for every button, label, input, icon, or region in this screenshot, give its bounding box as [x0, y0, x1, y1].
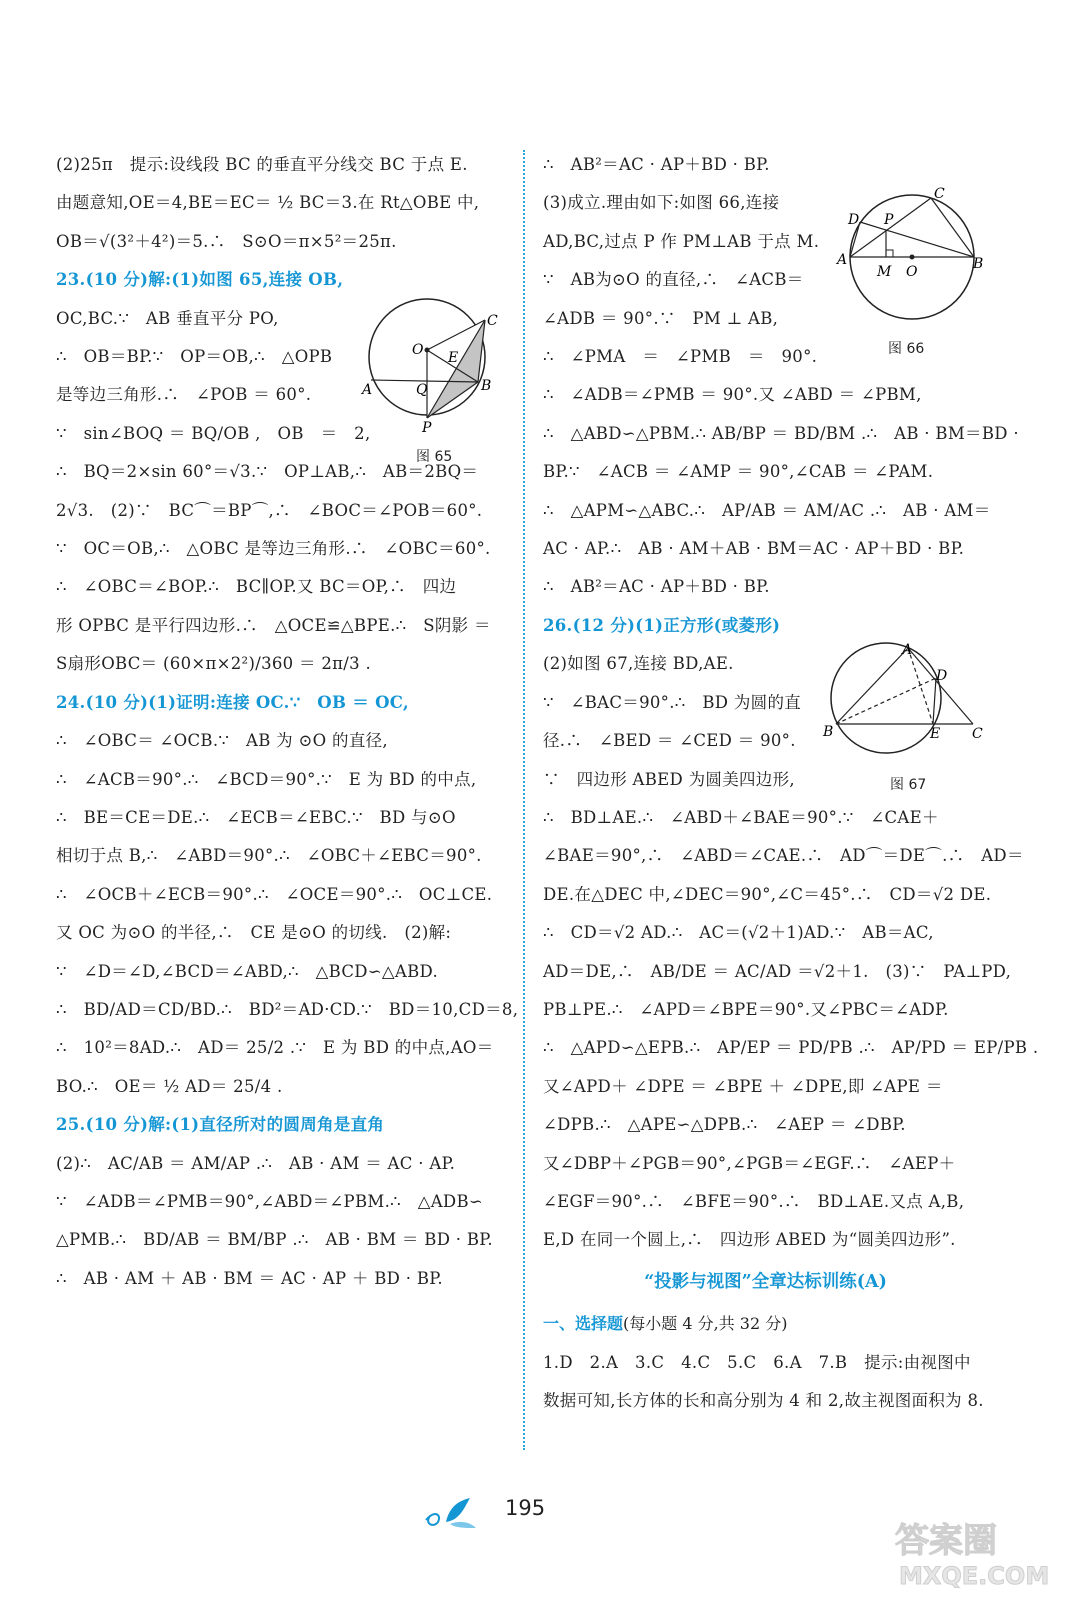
text-line: DE.在△DEC 中,∠DEC＝90°,∠C＝45°.∴ CD＝√2 DE. — [543, 884, 992, 904]
text-line: OC,BC.∵ AB 垂直平分 PO, — [56, 308, 279, 328]
text-line: ∴ BE＝CE＝DE.∴ ∠ECB＝∠EBC.∵ BD 与⊙O — [56, 807, 456, 827]
fig67-label: A — [902, 642, 913, 658]
text-line: 2√3. (2)∵ BC⌒＝BP⌒,∴ ∠BOC＝∠POB＝60°. — [56, 500, 483, 520]
text-line: ∠ADB ＝ 90°.∵ PM ⊥ AB, — [543, 308, 779, 328]
text-line: ∴ △APD∽△EPB.∴ AP/EP ＝ PD/PB .∴ AP/PD ＝ EP/PB . — [543, 1038, 1039, 1058]
text-line: PB⊥PE.∴ ∠APD＝∠BPE＝90°.又∠PBC＝∠ADP. — [543, 999, 949, 1019]
fig67-label: B — [823, 724, 834, 740]
text-line: ∴ ∠OCB＋∠ECB＝90°.∴ ∠OCE＝90°.∴ OC⊥CE. — [56, 884, 493, 904]
fig67-label: E — [930, 726, 941, 742]
fig66-label: M — [877, 264, 892, 280]
text-line: 径.∴ ∠BED ＝ ∠CED ＝ 90°. — [543, 731, 796, 751]
figure-67-caption: 图 67 — [890, 777, 927, 793]
text-line: ∠DPB.∴ △APE∽△DPB.∴ ∠AEP ＝ ∠DBP. — [543, 1115, 906, 1135]
text-line: BO.∴ OE＝ ½ AD＝ 25/4 . — [56, 1076, 283, 1096]
fig65-label: P — [422, 420, 432, 436]
text-line: ∴ △APM∽△ABC.∴ AP/AB ＝ AM/AC .∴ AB · AM＝ — [543, 500, 991, 520]
text-line: ∵ 四边形 ABED 为圆美四边形, — [543, 769, 795, 789]
text-line: ∴ △ABD∽△PBM.∴ AB/BP ＝ BD/BM .∴ AB · BM＝BD · — [543, 423, 1019, 443]
figure-67 — [818, 640, 990, 760]
subsection-heading — [543, 1304, 988, 1344]
fig65-label: E — [448, 350, 459, 366]
fig67-label: D — [936, 668, 948, 684]
figure-66 — [834, 184, 994, 324]
answers-line: 1.D 2.A 3.C 4.C 5.C 6.A 7.B 提示:由视图中 — [543, 1352, 971, 1372]
text-line: △PMB.∴ BD/AB ＝ BM/BP .∴ AB · BM ＝ BD · BP. — [56, 1230, 493, 1250]
text-line: E,D 在同一个圆上,∴ 四边形 ABED 为“圆美四边形”. — [543, 1230, 956, 1250]
text-line: ∵ sin∠BOQ ＝ BQ/OB , OB ＝ 2, — [56, 423, 371, 443]
column-divider — [523, 150, 525, 1450]
leaf-ornament-icon — [420, 1494, 480, 1530]
fig66-label: O — [906, 264, 918, 280]
text-line: ∴ BD⊥AE.∴ ∠ABD＋∠BAE＝90°.∵ ∠CAE＋ — [543, 807, 939, 827]
figure-65-caption: 图 65 — [416, 449, 453, 465]
fig65-label: B — [481, 378, 492, 394]
page-number: 195 — [505, 1496, 546, 1520]
text-line: AD,BC,过点 P 作 PM⊥AB 于点 M. — [543, 231, 820, 251]
text-line: ∴ ∠ADB＝∠PMB ＝ 90°.又 ∠ABD ＝ ∠PBM, — [543, 385, 922, 405]
text-line: (3)成立.理由如下:如图 66,连接 — [543, 193, 780, 213]
fig66-label: D — [848, 212, 860, 228]
text-line: ∵ ∠D＝∠D,∠BCD＝∠ABD,∴ △BCD∽△ABD. — [56, 961, 439, 981]
text-line: ∵ OC＝OB,∴ △OBC 是等边三角形.∴ ∠OBC＝60°. — [56, 539, 491, 559]
svg-text:答案圈: 答案圈 — [895, 1521, 997, 1561]
figure-65 — [360, 290, 510, 440]
text-line: ∴ ∠ACB＝90°.∴ ∠BCD＝90°.∵ E 为 BD 的中点, — [56, 769, 477, 789]
text-line: ∴ OB＝BP.∵ OP＝OB,∴ △OPB — [56, 347, 333, 367]
problem-26-heading: 26.(12 分)(1)正方形(或菱形) — [543, 615, 781, 635]
text-line: BP.∵ ∠ACB ＝ ∠AMP ＝ 90°,∠CAB ＝ ∠PAM. — [543, 462, 934, 482]
text-line: 相切于点 B,∴ ∠ABD＝90°.∴ ∠OBC＋∠EBC＝90°. — [56, 846, 482, 866]
fig66-label: C — [934, 186, 945, 202]
text-line: 数据可知,长方体的长和高分别为 4 和 2,故主视图面积为 8. — [543, 1391, 984, 1411]
text-line: S扇形OBC＝ (60×π×2²)/360 ＝ 2π/3 . — [56, 654, 372, 674]
section-title: “投影与视图”全章达标训练(A) — [644, 1271, 887, 1292]
text-line: 又∠APD＋ ∠DPE ＝ ∠BPE ＋ ∠DPE,即 ∠APE ＝ — [543, 1076, 943, 1096]
fig65-label: Q — [416, 382, 428, 398]
text-line: 是等边三角形.∴ ∠POB ＝ 60°. — [56, 385, 312, 405]
text-line: ∴ CD＝√2 AD.∴ AC＝(√2＋1)AD.∵ AB＝AC, — [543, 923, 934, 943]
text-line: AD＝DE,∴ AB/DE ＝ AC/AD ＝√2＋1. (3)∵ PA⊥PD, — [543, 961, 1012, 981]
subsection-note: (每小题 4 分,共 32 分) — [623, 1313, 788, 1333]
text-line: ∠BAE＝90°,∴ ∠ABD＝∠CAE.∴ AD⌒＝DE⌒.∴ AD＝ — [543, 846, 1024, 866]
problem-24-heading: 24.(10 分)(1)证明:连接 OC.∵ OB ＝ OC, — [56, 692, 409, 712]
subsection-head: 一、选择题 — [543, 1313, 624, 1333]
problem-25-heading: 25.(10 分)解:(1)直径所对的圆周角是直角 — [56, 1115, 385, 1135]
text-line: ∴ ∠PMA ＝ ∠PMB ＝ 90°. — [543, 347, 818, 367]
figure-66-caption: 图 66 — [888, 341, 925, 357]
text-line: ∠EGF＝90°.∴ ∠BFE＝90°.∴ BD⊥AE.又点 A,B, — [543, 1191, 965, 1211]
text-line: (2)25π 提示:设线段 BC 的垂直平分线交 BC 于点 E. — [56, 155, 468, 174]
text-line: 由题意知,OE＝4,BE＝EC＝ ½ BC＝3.在 Rt△OBE 中, — [56, 193, 480, 213]
fig66-label: A — [837, 252, 848, 268]
text-line: ∴ BD/AD＝CD/BD.∴ BD²＝AD·CD.∵ BD＝10,CD＝8, — [56, 999, 519, 1019]
text-line: ∵ AB为⊙O 的直径,∴ ∠ACB＝ — [543, 270, 804, 290]
fig65-label: O — [412, 342, 424, 358]
text-line: AC · AP.∴ AB · AM＋AB · BM＝AC · AP＋BD · BP. — [543, 539, 965, 559]
fig66-label: P — [884, 212, 894, 228]
svg-text:MXQE.COM: MXQE.COM — [899, 1562, 1050, 1590]
text-line: 又 OC 为⊙O 的半径,∴ CE 是⊙O 的切线. (2)解: — [56, 923, 452, 943]
fig66-label: B — [973, 256, 984, 272]
text-line: OB＝√(3²＋4²)＝5.∴ S⊙O＝π×5²＝25π. — [56, 231, 397, 251]
watermark-logo — [885, 1512, 1075, 1592]
text-line: ∴ AB · AM ＋ AB · BM ＝ AC · AP ＋ BD · BP. — [56, 1268, 443, 1288]
problem-23-heading: 23.(10 分)解:(1)如图 65,连接 OB, — [56, 270, 344, 290]
text-line: 又∠DBP＋∠PGB＝90°,∠PGB＝∠EGF.∴ ∠AEP＋ — [543, 1153, 956, 1173]
text-line: ∴ AB²＝AC · AP＋BD · BP. — [543, 155, 770, 174]
text-line: (2)如图 67,连接 BD,AE. — [543, 654, 734, 674]
fig67-label: C — [972, 726, 983, 742]
text-line: ∵ ∠ADB＝∠PMB＝90°,∠ABD＝∠PBM.∴ △ADB∽ — [56, 1191, 483, 1211]
text-line: ∵ ∠BAC＝90°.∴ BD 为圆的直 — [543, 692, 802, 712]
text-line: ∴ ∠OBC＝ ∠OCB.∵ AB 为 ⊙O 的直径, — [56, 731, 388, 751]
fig65-label: A — [362, 382, 373, 398]
text-line: ∴ AB²＝AC · AP＋BD · BP. — [543, 577, 770, 597]
fig65-label: C — [487, 313, 498, 329]
text-line: ∴ ∠OBC＝∠BOP.∴ BC∥OP.又 BC＝OP,∴ 四边 — [56, 577, 457, 597]
text-line: 形 OPBC 是平行四边形.∴ △OCE≌△BPE.∴ S阴影 ＝ — [56, 615, 491, 635]
text-line: ∴ BQ＝2×sin 60°＝√3.∵ OP⊥AB,∴ AB＝2BQ＝ — [56, 462, 479, 482]
text-line: ∴ 10²＝8AD.∴ AD＝ 25/2 .∵ E 为 BD 的中点,AO＝ — [56, 1038, 494, 1058]
text-line: (2)∴ AC/AB ＝ AM/AP .∴ AB · AM ＝ AC · AP. — [56, 1153, 456, 1173]
